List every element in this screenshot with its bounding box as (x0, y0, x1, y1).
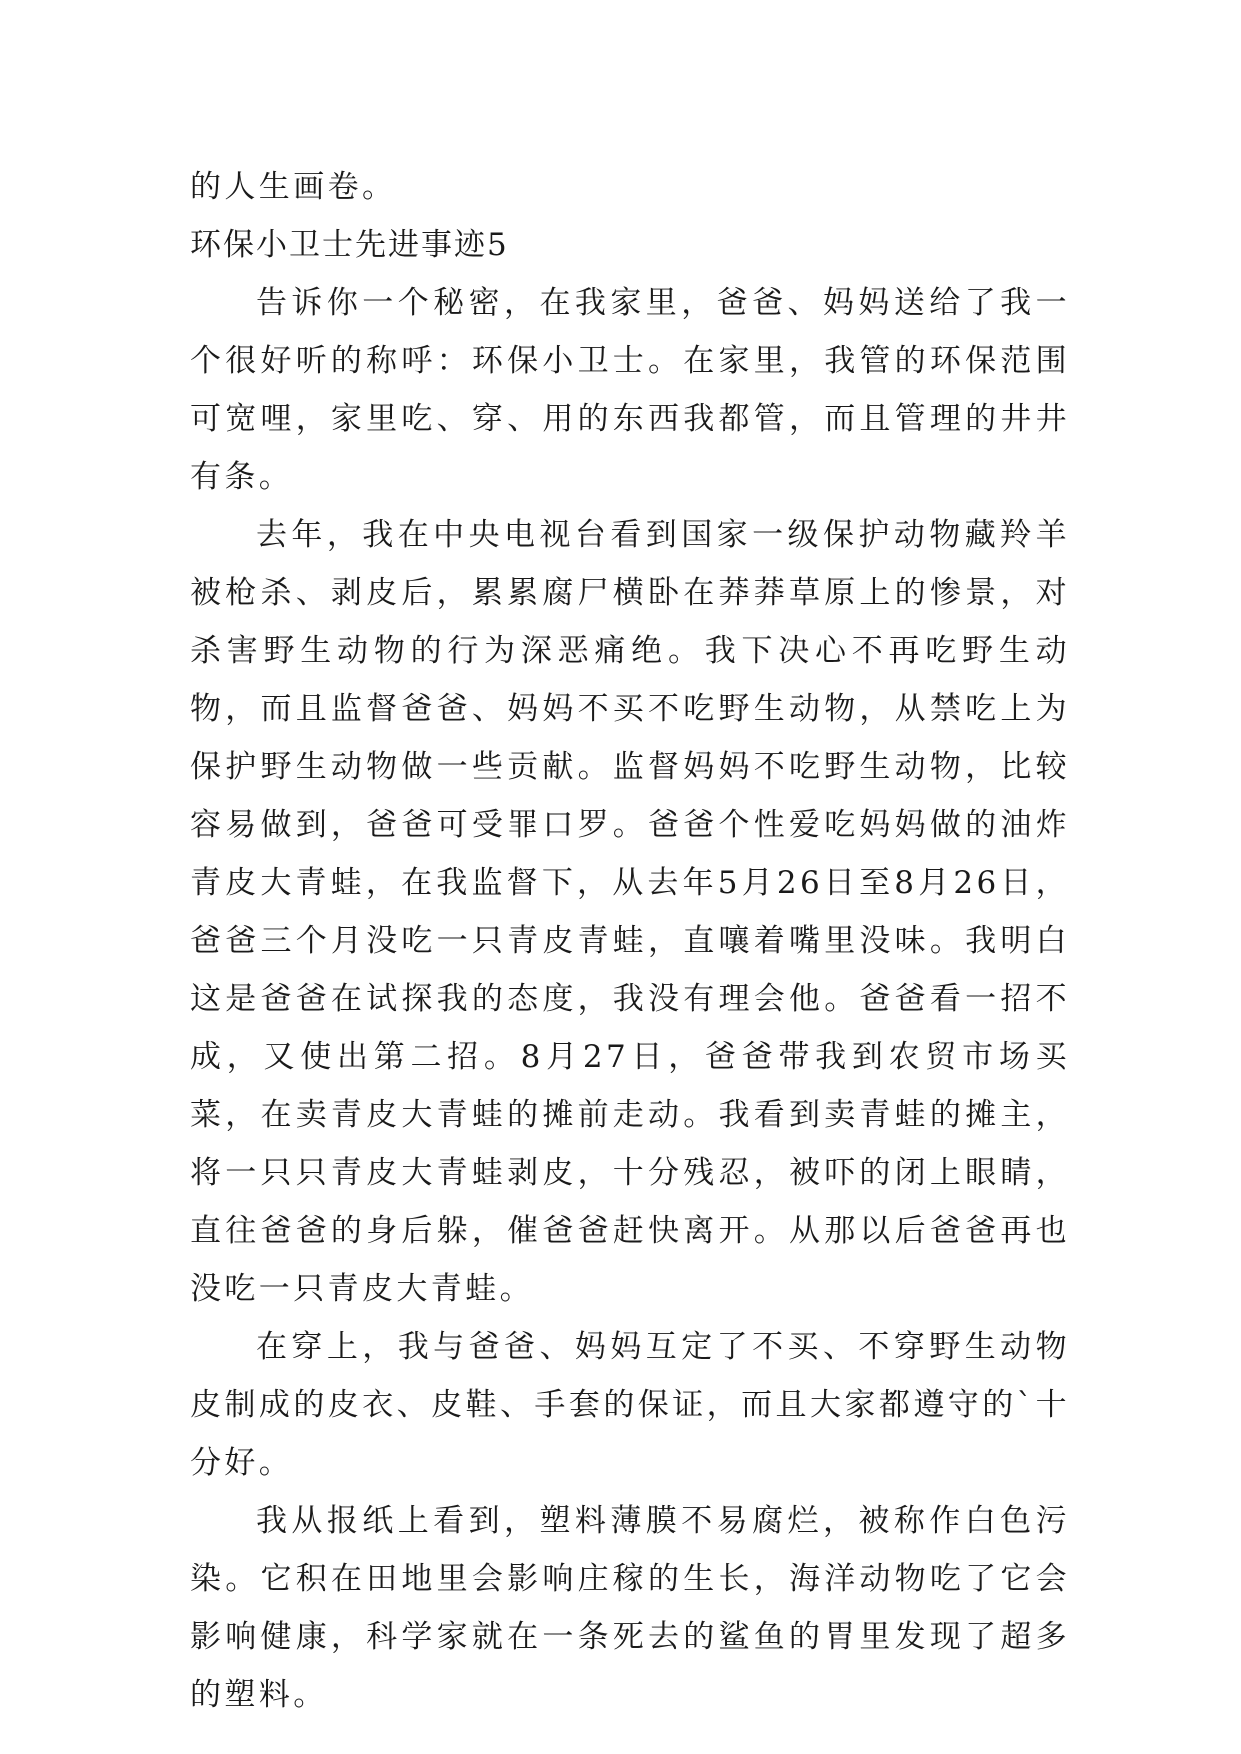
paragraph: 我从报纸上看到，塑料薄膜不易腐烂，被称作白色污染。它积在田地里会影响庄稼的生长，海洋动物吃了它会影响健康，科学家就在一条死去的鲨鱼的胃里发现了超多的塑料。 (190, 1503, 1070, 1713)
section-heading: 环保小卫士先进事迹5 (190, 227, 509, 263)
document-body (190, 158, 1070, 1724)
paragraph: 去年，我在中央电视台看到国家一级保护动物藏羚羊被枪杀、剥皮后，累累腐尸横卧在莽莽草原上的惨景，对杀害野生动物的行为深恶痛绝。我下决心不再吃野生动物，而且监督爸爸、妈妈不买不吃野生动物，从禁吃上为保护野生动物做一些贡献。监督妈妈不吃野生动物，比较容易做到，爸爸可受罪口罗。爸爸个性爱吃妈妈做的油炸青皮大青蛙，在我监督下，从去年5月26日至8月26日，爸爸三个月没吃一只青皮青蛙，直嚷着嘴里没味。我明白这是爸爸在试探我的态度，我没有理会他。爸爸看一招不成，又使出第二招。8月27日，爸爸带我到农贸市场买菜，在卖青皮大青蛙的摊前走动。我看到卖青蛙的摊主，将一只只青皮大青蛙剥皮，十分残忍，被吓的闭上眼睛，直往爸爸的身后躲，催爸爸赶快离开。从那以后爸爸再也没吃一只青皮大青蛙。 (190, 517, 1070, 1307)
paragraph: 告诉你一个秘密，在我家里，爸爸、妈妈送给了我一个很好听的称呼：环保小卫士。在家里，我管的环保范围可宽哩，家里吃、穿、用的东西我都管，而且管理的井井有条。 (190, 285, 1070, 495)
paragraph: 在穿上，我与爸爸、妈妈互定了不买、不穿野生动物皮制成的皮衣、皮鞋、手套的保证，而且大家都遵守的`十分好。 (190, 1329, 1070, 1481)
paragraph-continuation: 的人生画卷。 (190, 169, 397, 205)
